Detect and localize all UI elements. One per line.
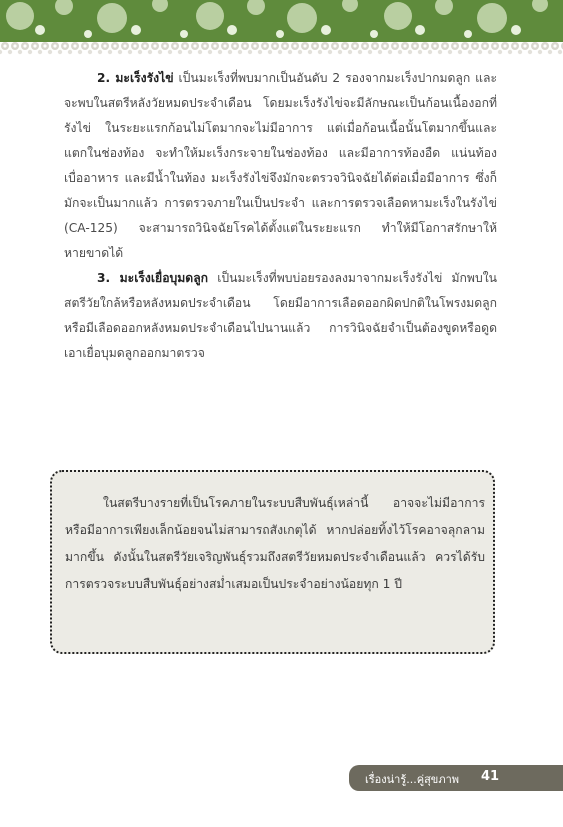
footer-band bbox=[349, 765, 563, 791]
lace-border bbox=[0, 42, 563, 56]
text-endometrial-cancer: เป็นมะเร็งที่พบบ่อยรองลงมาจากมะเร็งรังไข่ มักพบในสตรีวัยใกล้หรือหลังหมดประจำเดือน โดยมีอาการเลือดออกผิดปกติในโพรงมดลูก หรือมีเลือดออกหลังหมดประจำเดือนไปนานแล้ว การวินิจฉัยจำเป็นต้องขูดหรือดูดเอาเยื่อบุมดลูกออกมาตรวจ bbox=[64, 271, 497, 360]
paragraph-endometrial-cancer bbox=[64, 266, 497, 366]
polka-dot-pattern bbox=[0, 0, 563, 42]
paragraph-ovarian-cancer bbox=[64, 66, 497, 266]
heading-endometrial-cancer: 3. มะเร็งเยื่อบุมดลูก bbox=[97, 271, 209, 285]
heading-ovarian-cancer: 2. มะเร็งรังไข่ bbox=[97, 71, 174, 85]
header-polka-dot-band bbox=[0, 0, 563, 42]
page-number: 41 bbox=[481, 769, 500, 784]
footer-book-title: เรื่องน่ารู้...คู่สุขภาพ bbox=[365, 773, 460, 786]
callout-paragraph: ในสตรีบางรายที่เป็นโรคภายในระบบสืบพันธุ์เหล่านี้ อาจจะไม่มีอาการ หรือมีอาการเพียงเล็กน้อยจนไม่สามารถสังเกตุได้ หากปล่อยทิ้งไว้โรคอาจลุกลามมากขึ้น ดังนั้นในสตรีวัยเจริญพันธุ์รวมถึงสตรีวัยหมดประจำเดือนแล้ว ควรได้รับการตรวจระบบสืบพันธุ์อย่างสม่ำเสมอเป็นประจำอย่างน้อยทุก 1 ปี bbox=[65, 496, 485, 591]
main-content bbox=[64, 66, 497, 366]
text-ovarian-cancer: เป็นมะเร็งที่พบมากเป็นอันดับ 2 รองจากมะเร็งปากมดลูก และจะพบในสตรีหลังวัยหมดประจำเดือน โดยมะเร็งรังไข่จะมีลักษณะเป็นก้อนเนื้องอกที่รังไข่ ในระยะแรกก้อนไม่โตมากจะไม่มีอาการ แต่เมื่อก้อนเนื้อนั้นโตมากขึ้นและแตกในช่องท้อง จะทำให้มะเร็งกระจายในช่องท้อง และมีอาการท้องอืด แน่นท้อง เบื่ออาหาร และมีน้ำในท้อง มะเร็งรังไข่จึงมักจะตรวจวินิจฉัยได้ต่อเมื่อมีอาการ ซึ่งก็มักจะเป็นมากแล้ว การตรวจภายในเป็นประจำ และการตรวจเลือดหามะเร็งในรังไข่ (CA-125) จะสามารถวินิจฉัยโรคได้ตั้งแต่ในระยะแรก ทำให้มีโอกาสรักษาให้หายขาดได้ bbox=[64, 71, 497, 260]
callout-box bbox=[50, 470, 495, 654]
callout-text bbox=[65, 490, 485, 598]
